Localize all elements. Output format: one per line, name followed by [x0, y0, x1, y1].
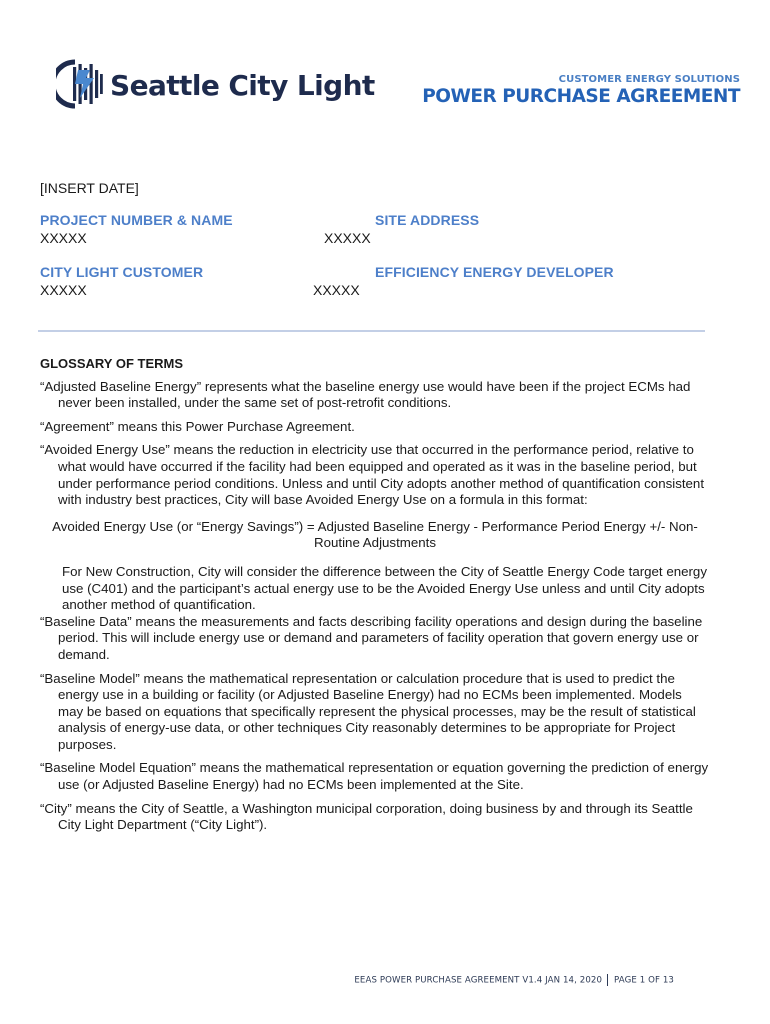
page-footer — [0, 974, 674, 986]
glossary-section — [40, 356, 710, 841]
definition-baseline-model-equation: “Baseline Model Equation” means the mathematical representation or equation governing the prediction of energy use (or Adjusted Baseline Energy) had no ECMs been implemented at the Site. — [40, 760, 709, 793]
project-value: XXXXX — [40, 230, 87, 246]
seattle-city-light-logo — [56, 58, 375, 110]
seattle-city-light-emblem-icon — [56, 58, 104, 110]
site-address-value: XXXXX — [324, 230, 371, 246]
definition-city: “City” means the City of Seattle, a Washington municipal corporation, doing business by and through its Seattle City Light Department (“City Light”). — [40, 800, 693, 833]
section-divider — [38, 330, 705, 332]
definition-baseline-model: “Baseline Model” means the mathematical representation or calculation procedure that is used to predict the energy use in a building or facility (or Adjusted Baseline Energy) had no ECMs been implemented. Models may be based on equations that specifically represent the physical processes, may be the result of statistical analysis of energy-use data, or other techniques City reasonably determines to be appropriate for Project purposes. — [40, 670, 696, 752]
header-kicker: CUSTOMER ENERGY SOLUTIONS — [558, 74, 740, 85]
footer-doc-version: EEAS POWER PURCHASE AGREEMENT V1.4 JAN 14, 2020 — [354, 975, 603, 986]
developer-value: XXXXX — [313, 282, 360, 298]
new-construction-note: For New Construction, City will consider the difference between the City of Seattle Energy Code target energy use (C401) and the participant’s actual energy use to be the Avoided Energy Use unless and until City adopts another method of quantification. — [62, 563, 707, 613]
glossary-title: GLOSSARY OF TERMS — [40, 356, 184, 371]
developer-label: EFFICIENCY ENERGY DEVELOPER — [375, 264, 614, 280]
project-label: PROJECT NUMBER & NAME — [40, 212, 233, 228]
customer-label: CITY LIGHT CUSTOMER — [40, 264, 204, 280]
definition-agreement: “Agreement” means this Power Purchase Agreement. — [40, 418, 355, 434]
site-address-label: SITE ADDRESS — [375, 212, 480, 228]
date-placeholder: [INSERT DATE] — [40, 180, 139, 196]
document-title: POWER PURCHASE AGREEMENT — [422, 86, 740, 107]
definition-adjusted-baseline-energy: “Adjusted Baseline Energy” represents what the baseline energy use would have been if the project ECMs had never been installed, under the same set of post-retrofit conditions. — [40, 378, 691, 411]
customer-value: XXXXX — [40, 282, 87, 298]
definition-avoided-energy-use: “Avoided Energy Use” means the reduction in electricity use that occurred in the performance period, relative to what would have occurred if the facility had been equipped and operated as it was in the baseline period, but under performance period conditions. Unless and until City adopts another method of quantification consistent with industry best practices, City will base Avoided Energy Use on a formula in this format: — [40, 442, 705, 508]
avoided-energy-formula: Avoided Energy Use (or “Energy Savings”) = Adjusted Baseline Energy - Performance Period Energy +/- Non-Routine Adjustments — [52, 518, 698, 551]
document-header — [422, 74, 740, 107]
org-name: Seattle City Light — [110, 68, 375, 102]
definition-baseline-data: “Baseline Data” means the measurements and facts describing facility operations and design during the baseline period. This will include energy use or demand and parameters of facility operation that govern energy use or demand. — [40, 613, 703, 662]
footer-page-number: PAGE 1 OF 13 — [614, 975, 674, 986]
footer-separator — [607, 974, 608, 986]
